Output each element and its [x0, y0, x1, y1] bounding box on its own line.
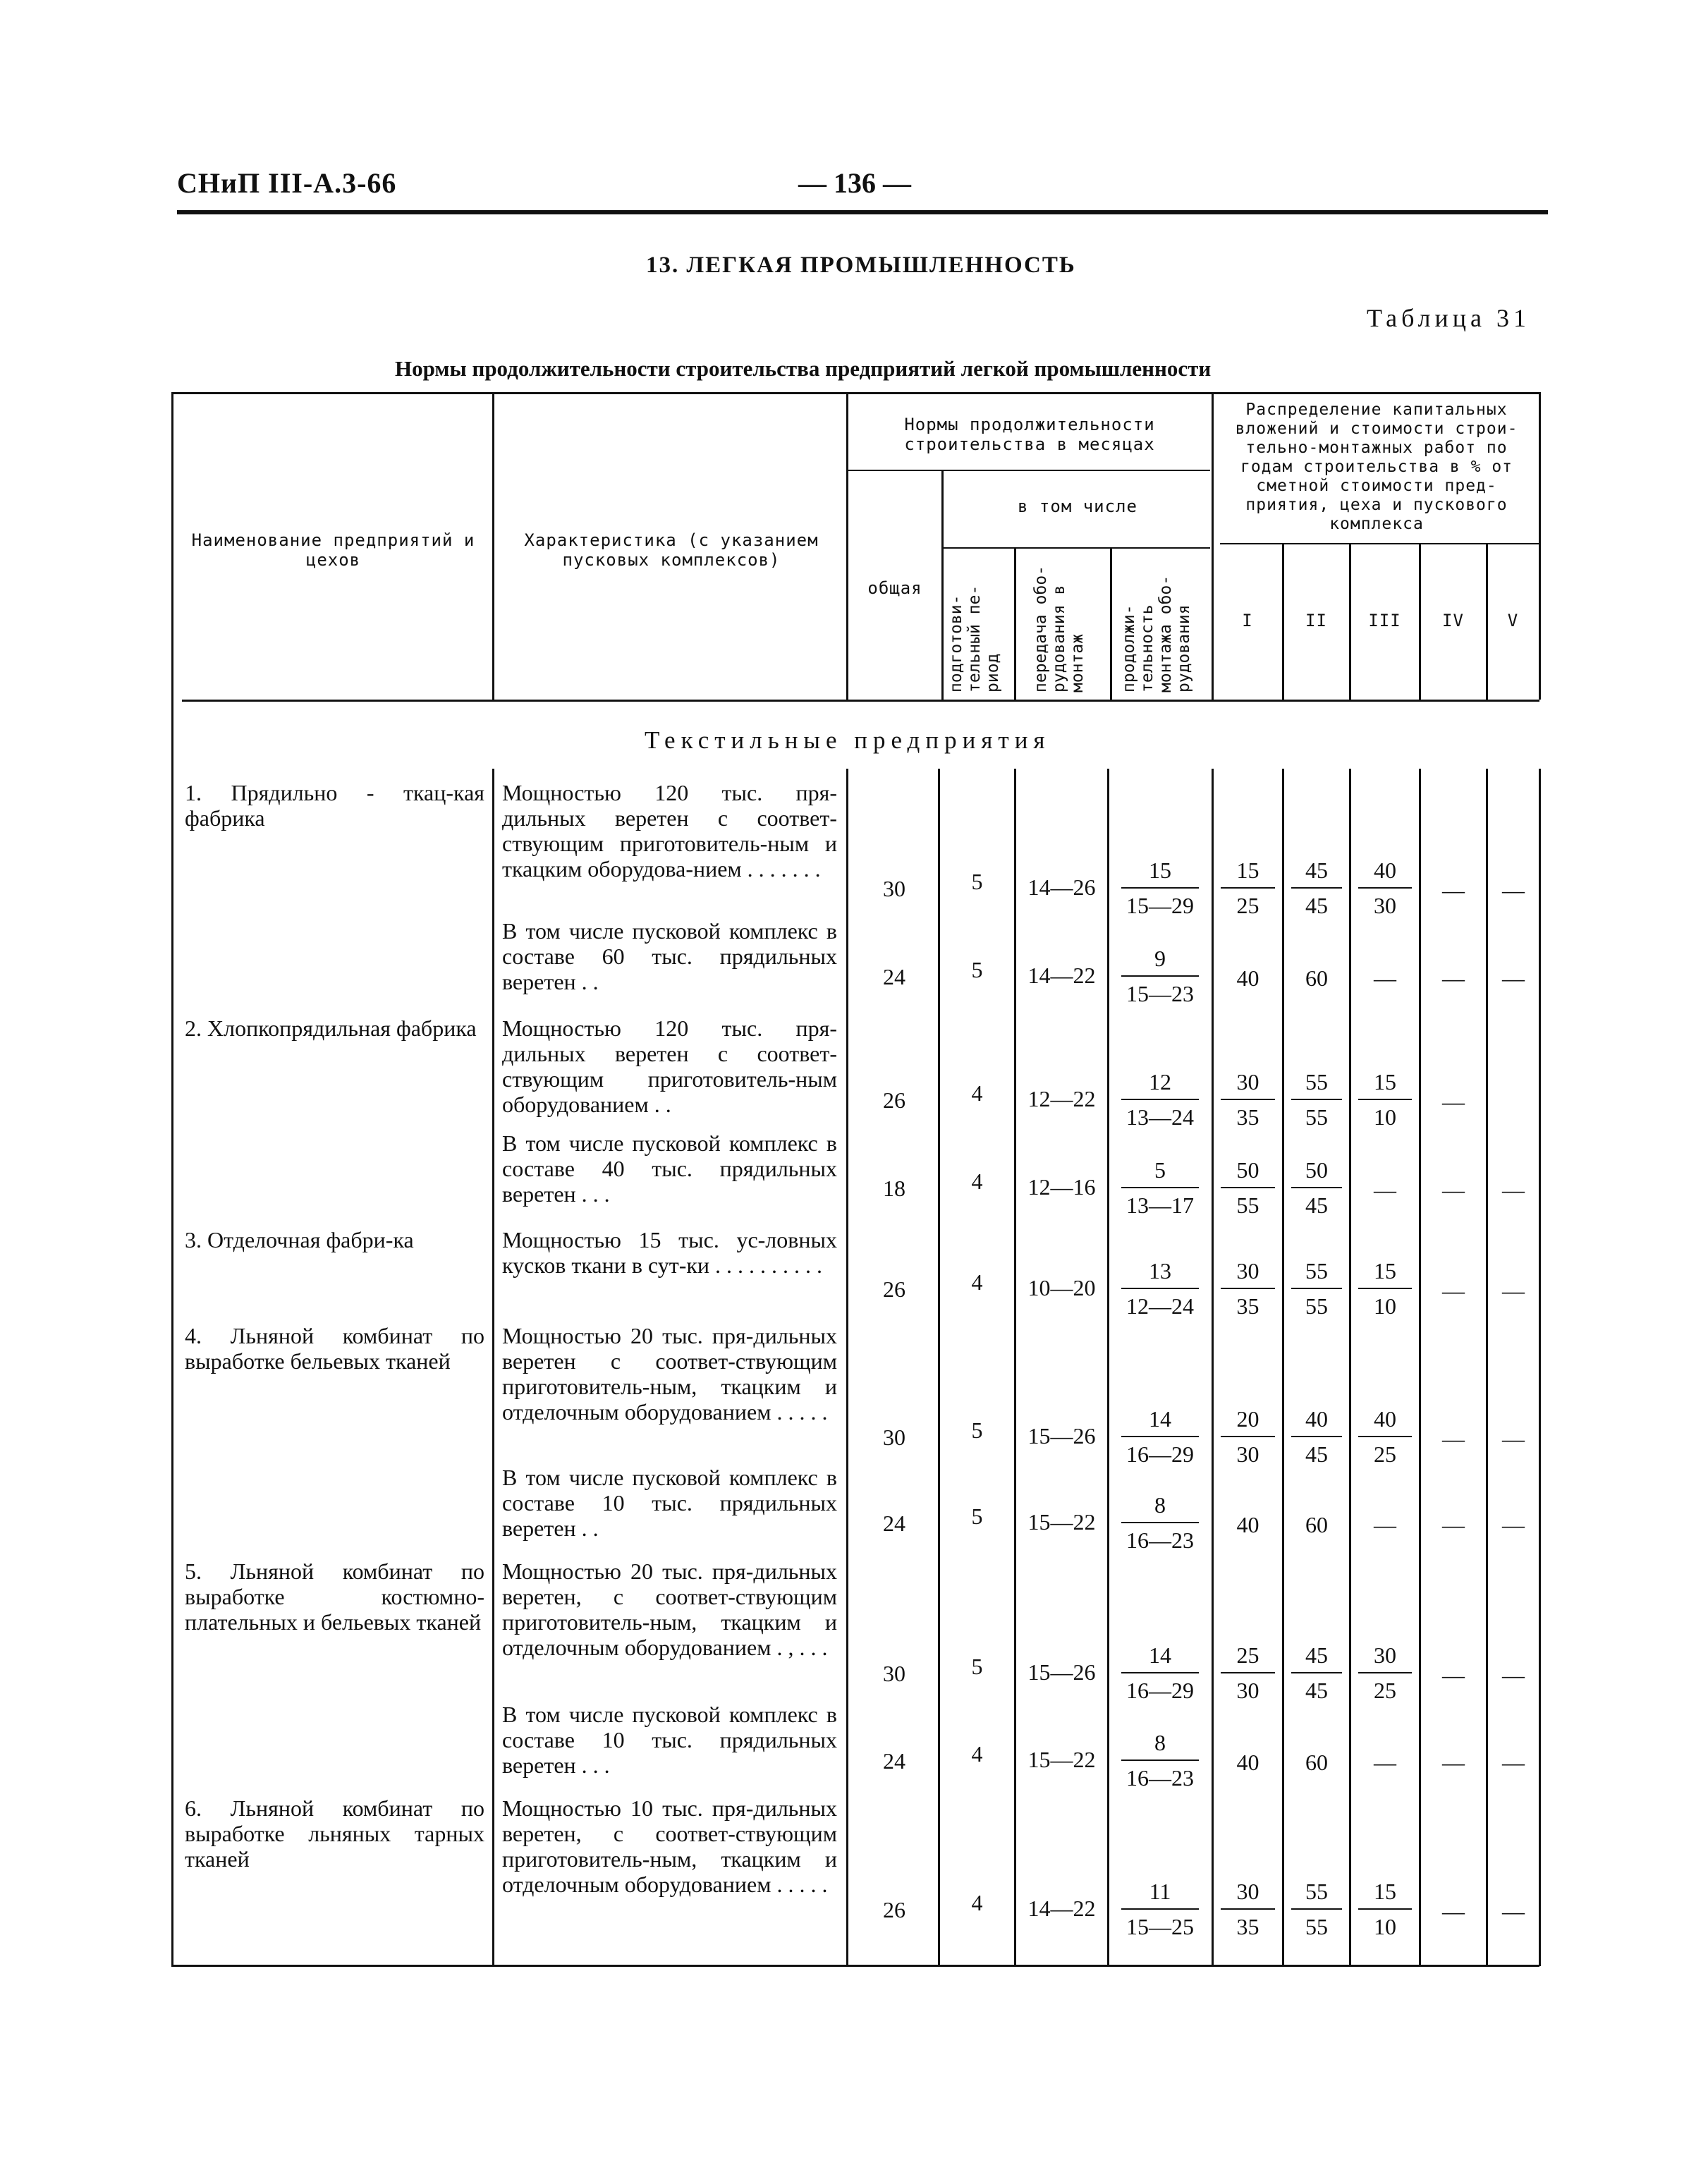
row-year-3-fraction-denominator: 10: [1374, 1914, 1396, 1939]
row-total: 26: [883, 1276, 905, 1302]
row-year-3-fraction: [1351, 1257, 1419, 1320]
table-right-border-b: [1539, 769, 1541, 1966]
row-prep: 5: [971, 1417, 983, 1443]
row-install-fraction-denominator: 16—29: [1126, 1678, 1194, 1703]
row-name: 6. Льняной комбинат по выработке льняных тарных тканей: [185, 1795, 484, 1872]
row-year-1-fraction: [1214, 1877, 1282, 1941]
row-characteristic: В том числе пусковой комплекс в составе 10 тыс. прядильных веретен . . .: [502, 1702, 837, 1778]
row-year-3-fraction-numerator: 15: [1374, 1258, 1396, 1283]
row-install-fraction-bar: [1121, 1672, 1199, 1673]
row-install-fraction-bar: [1121, 1288, 1199, 1289]
row-year-1-fraction-numerator: 50: [1236, 1157, 1259, 1183]
header-characteristic: Характеристика (с указанием пусковых комплексов): [524, 530, 819, 570]
row-year-1-fraction-numerator: 30: [1236, 1069, 1259, 1094]
row-prep: 4: [971, 1741, 983, 1767]
row-year-2: 60: [1305, 965, 1328, 991]
page-number: — 136 —: [798, 167, 911, 199]
row-year-1-fraction-numerator: 20: [1236, 1406, 1259, 1432]
row-prep: 5: [971, 869, 983, 894]
row-year-5: —: [1502, 1898, 1525, 1924]
row-year-2-fraction-numerator: 55: [1305, 1069, 1328, 1094]
row-install-fraction-denominator: 15—29: [1126, 893, 1194, 918]
row-total: 30: [883, 876, 905, 901]
row-year-5: —: [1502, 1662, 1525, 1688]
header-year-5: V: [1507, 611, 1519, 630]
row-year-3-fraction-numerator: 15: [1374, 1069, 1396, 1094]
row-characteristic: В том числе пусковой комплекс в составе 60 тыс. прядильных веретен . .: [502, 918, 837, 994]
row-install-fraction: [1114, 1728, 1206, 1792]
row-year-1-fraction-denominator: 25: [1236, 893, 1259, 918]
row-characteristic: Мощностью 10 тыс. пря-дильных веретен, с соответ-ствующим приготовитель-ным, ткацким и отделочным оборудованием . . . . .: [502, 1795, 837, 1897]
row-total: 30: [883, 1661, 905, 1686]
row-year-3-fraction-bar: [1358, 1908, 1412, 1910]
row-install-fraction-bar: [1121, 1436, 1199, 1437]
row-characteristic: В том числе пусковой комплекс в составе 40 тыс. прядильных веретен . . .: [502, 1130, 837, 1207]
row-year-1-fraction: [1214, 1156, 1282, 1219]
row-year-1-fraction-denominator: 30: [1236, 1678, 1259, 1703]
row-year-1: 40: [1236, 1750, 1259, 1775]
row-year-2-fraction-bar: [1291, 887, 1342, 889]
row-name: 5. Льняной комбинат по выработке костюмно-плательных и бельевых тканей: [185, 1559, 484, 1635]
table-title: Нормы продолжительности строительства предприятий легкой промышленности: [395, 356, 1212, 381]
row-install-fraction-numerator: 8: [1154, 1492, 1166, 1518]
table-top-border: [171, 392, 1539, 394]
row-install-fraction-numerator: 8: [1154, 1730, 1166, 1755]
row-year-1-fraction-denominator: 35: [1236, 1104, 1259, 1130]
row-install-fraction-numerator: 14: [1149, 1642, 1171, 1668]
including-divider: [944, 547, 1210, 549]
row-year-1: 40: [1236, 965, 1259, 991]
row-install-fraction: [1114, 1491, 1206, 1554]
row-year-1-fraction-bar: [1221, 1288, 1275, 1289]
row-install-fraction: [1114, 1405, 1206, 1468]
row-year-1-fraction-bar: [1221, 1672, 1275, 1673]
row-handover: 10—20: [1027, 1275, 1096, 1300]
row-year-2-fraction: [1284, 856, 1349, 920]
row-year-4: —: [1442, 1278, 1465, 1303]
row-year-2-fraction-denominator: 45: [1305, 1441, 1328, 1467]
row-characteristic: Мощностью 120 тыс. пря-дильных веретен с соответ-ствующим приготовитель-ным оборудованием . .: [502, 1016, 837, 1117]
row-year-1-fraction-bar: [1221, 1187, 1275, 1188]
row-characteristic: Мощностью 120 тыс. пря-дильных веретен с соответ-ствующим приготовитель-ным и ткацким оборудова-нием . . . . . . .: [502, 780, 837, 882]
row-total: 18: [883, 1176, 905, 1201]
row-install-fraction-denominator: 16—23: [1126, 1765, 1194, 1791]
row-year-2-fraction-numerator: 50: [1305, 1157, 1328, 1183]
header-including: в том числе: [1018, 496, 1137, 516]
row-year-4: —: [1442, 1512, 1465, 1537]
row-install-fraction: [1114, 944, 1206, 1008]
col-divider-10b: [1486, 769, 1488, 1966]
row-install-fraction: [1114, 1156, 1206, 1219]
row-install-fraction-bar: [1121, 1187, 1199, 1188]
row-year-1-fraction-denominator: 55: [1236, 1193, 1259, 1218]
header-distribution-group: Распределение капитальных вложений и стоимости строи-тельно-монтажных работ по годам строительства в % от сметной стоимости пред-приятия, цеха и пускового комплекса: [1235, 401, 1518, 533]
row-total: 26: [883, 1897, 905, 1922]
row-year-1-fraction: [1214, 1405, 1282, 1468]
row-year-2: 60: [1305, 1750, 1328, 1775]
row-prep: 4: [971, 1269, 983, 1295]
row-total: 24: [883, 1511, 905, 1536]
row-install-fraction-denominator: 16—23: [1126, 1527, 1194, 1553]
row-name: 2. Хлопкопрядильная фабрика: [185, 1016, 477, 1041]
row-year-2-fraction-bar: [1291, 1436, 1342, 1437]
row-install-fraction-bar: [1121, 1522, 1199, 1523]
row-characteristic: Мощностью 15 тыс. ус-ловных кусков ткани в сут-ки . . . . . . . . . .: [502, 1227, 837, 1278]
row-install-fraction-bar: [1121, 887, 1199, 889]
row-prep: 5: [971, 957, 983, 982]
row-install-fraction-numerator: 5: [1154, 1157, 1166, 1183]
row-year-3-fraction-bar: [1358, 1672, 1412, 1673]
row-year-5: —: [1502, 1512, 1525, 1537]
row-year-3: —: [1374, 1512, 1396, 1537]
row-year-3-fraction-denominator: 25: [1374, 1678, 1396, 1703]
row-year-3: —: [1374, 1750, 1396, 1775]
col-divider-7b: [1282, 769, 1284, 1966]
header-norms-group: Нормы продолжительности строительства в месяцах: [904, 415, 1155, 454]
row-year-3-fraction: [1351, 856, 1419, 920]
header-bottom-border: [182, 700, 1539, 702]
distribution-divider: [1220, 543, 1540, 544]
table-label: Таблица 31: [1367, 304, 1530, 332]
row-year-4: —: [1442, 965, 1465, 991]
row-prep: 5: [971, 1654, 983, 1679]
col-divider-3h: [941, 471, 944, 700]
row-year-1-fraction-bar: [1221, 1436, 1275, 1437]
row-total: 24: [883, 964, 905, 989]
header-year-3: III: [1368, 611, 1401, 630]
col-divider-2h: [846, 392, 848, 700]
row-year-4: —: [1442, 877, 1465, 903]
row-handover: 15—26: [1027, 1659, 1096, 1685]
row-year-3-fraction: [1351, 1877, 1419, 1941]
row-year-1-fraction: [1214, 1257, 1282, 1320]
header-year-2: II: [1305, 611, 1327, 630]
table-bottom-border: [171, 1965, 1539, 1967]
norms-group-divider: [846, 470, 1210, 471]
row-install-fraction-numerator: 14: [1149, 1406, 1171, 1432]
row-handover: 12—16: [1027, 1174, 1096, 1200]
row-name: 1. Прядильно - ткац-кая фабрика: [185, 780, 484, 831]
row-year-2-fraction-denominator: 55: [1305, 1104, 1328, 1130]
row-year-4: —: [1442, 1898, 1465, 1924]
row-total: 30: [883, 1425, 905, 1450]
row-install-fraction-denominator: 16—29: [1126, 1441, 1194, 1467]
row-year-1-fraction-bar: [1221, 1908, 1275, 1910]
document-code: СНиП III-А.3-66: [177, 167, 397, 199]
col-divider-5h: [1110, 547, 1112, 700]
row-year-3-fraction-numerator: 30: [1374, 1642, 1396, 1668]
section-title: 13. ЛЕГКАЯ ПРОМЫШЛЕННОСТЬ: [646, 252, 1076, 278]
row-year-2-fraction-numerator: 55: [1305, 1258, 1328, 1283]
row-prep: 4: [971, 1890, 983, 1915]
row-handover: 15—26: [1027, 1423, 1096, 1449]
header-install: продолжи-тельность монтажа обо-рудования: [1120, 575, 1193, 693]
row-year-1-fraction-numerator: 15: [1236, 858, 1259, 883]
row-year-1-fraction-numerator: 25: [1236, 1642, 1259, 1668]
row-handover: 12—22: [1027, 1086, 1096, 1111]
row-year-3-fraction-bar: [1358, 1436, 1412, 1437]
row-year-2-fraction-bar: [1291, 1099, 1342, 1100]
row-install-fraction-denominator: 13—24: [1126, 1104, 1194, 1130]
row-year-1-fraction-bar: [1221, 887, 1275, 889]
col-divider-5b: [1107, 769, 1109, 1966]
row-year-2-fraction-numerator: 45: [1305, 858, 1328, 883]
row-year-3-fraction-bar: [1358, 887, 1412, 889]
row-year-2-fraction-bar: [1291, 1187, 1342, 1188]
row-year-1-fraction: [1214, 1068, 1282, 1131]
row-year-3-fraction-numerator: 40: [1374, 1406, 1396, 1432]
row-year-2-fraction: [1284, 1257, 1349, 1320]
row-characteristic: Мощностью 20 тыс. пря-дильных веретен с соответ-ствующим приготовитель-ным, ткацким и отделочным оборудованием . . . . .: [502, 1323, 837, 1425]
row-year-5: —: [1502, 1750, 1525, 1775]
row-year-3-fraction: [1351, 1068, 1419, 1131]
row-year-2: 60: [1305, 1512, 1328, 1537]
row-year-5: —: [1502, 1177, 1525, 1202]
row-prep: 4: [971, 1080, 983, 1106]
row-year-1: 40: [1236, 1512, 1259, 1537]
row-year-3: —: [1374, 965, 1396, 991]
row-year-3-fraction-denominator: 10: [1374, 1293, 1396, 1319]
row-year-2-fraction: [1284, 1877, 1349, 1941]
row-total: 24: [883, 1748, 905, 1774]
row-year-4: —: [1442, 1750, 1465, 1775]
row-year-1-fraction-numerator: 30: [1236, 1879, 1259, 1904]
row-install-fraction-numerator: 13: [1149, 1258, 1171, 1283]
row-year-1-fraction-numerator: 30: [1236, 1258, 1259, 1283]
col-divider-4h: [1014, 547, 1016, 700]
row-year-4: —: [1442, 1089, 1465, 1114]
col-divider-6h: [1212, 392, 1214, 700]
row-characteristic: Мощностью 20 тыс. пря-дильных веретен, с соответ-ствующим приготовитель-ным, ткацким и отделочным оборудованием . , . . .: [502, 1559, 837, 1660]
col-divider-9b: [1419, 769, 1421, 1966]
table-left-border: [171, 392, 173, 1966]
col-divider-6b: [1212, 769, 1214, 1966]
row-handover: 15—22: [1027, 1509, 1096, 1535]
row-year-3-fraction-numerator: 15: [1374, 1879, 1396, 1904]
row-install-fraction-denominator: 15—23: [1126, 981, 1194, 1006]
row-handover: 14—26: [1027, 874, 1096, 900]
header-name: Наименование предприятий и цехов: [191, 530, 475, 570]
header-handover: передача обо-рудования в монтаж: [1032, 565, 1087, 693]
row-year-1-fraction: [1214, 1641, 1282, 1704]
header-rule: [177, 210, 1548, 214]
row-install-fraction: [1114, 856, 1206, 920]
row-year-3-fraction-denominator: 25: [1374, 1441, 1396, 1467]
col-divider-2b: [846, 769, 848, 1966]
row-install-fraction-numerator: 12: [1149, 1069, 1171, 1094]
row-year-3-fraction-numerator: 40: [1374, 858, 1396, 883]
row-install-fraction-bar: [1121, 1099, 1199, 1100]
row-year-2-fraction-denominator: 55: [1305, 1293, 1328, 1319]
row-year-2-fraction-bar: [1291, 1908, 1342, 1910]
header-prep: подготови-тельный пе-риод: [947, 585, 1002, 693]
row-install-fraction: [1114, 1068, 1206, 1131]
row-year-3-fraction-bar: [1358, 1099, 1412, 1100]
row-year-2-fraction-bar: [1291, 1672, 1342, 1673]
row-year-3-fraction-denominator: 30: [1374, 893, 1396, 918]
row-year-2-fraction-denominator: 45: [1305, 893, 1328, 918]
row-year-5: —: [1502, 1426, 1525, 1451]
row-install-fraction: [1114, 1641, 1206, 1704]
header-year-4: IV: [1442, 611, 1464, 630]
row-install-fraction-bar: [1121, 1760, 1199, 1761]
row-install-fraction: [1114, 1257, 1206, 1320]
row-year-2-fraction-numerator: 55: [1305, 1879, 1328, 1904]
row-year-1-fraction-denominator: 30: [1236, 1441, 1259, 1467]
row-year-3-fraction-denominator: 10: [1374, 1104, 1396, 1130]
row-install-fraction-numerator: 15: [1149, 858, 1171, 883]
row-year-2-fraction-numerator: 45: [1305, 1642, 1328, 1668]
row-install-fraction-bar: [1121, 1908, 1199, 1910]
row-year-1-fraction-denominator: 35: [1236, 1293, 1259, 1319]
row-total: 26: [883, 1087, 905, 1113]
row-year-2-fraction: [1284, 1641, 1349, 1704]
subheading-textile: Текстильные предприятия: [645, 726, 1051, 754]
row-year-2-fraction-denominator: 45: [1305, 1678, 1328, 1703]
row-characteristic: В том числе пусковой комплекс в составе 10 тыс. прядильных веретен . .: [502, 1465, 837, 1541]
row-year-2-fraction-numerator: 40: [1305, 1406, 1328, 1432]
row-year-2-fraction-bar: [1291, 1288, 1342, 1289]
row-install-fraction-denominator: 13—17: [1126, 1193, 1194, 1218]
row-year-5: —: [1502, 877, 1525, 903]
row-name: 4. Льняной комбинат по выработке бельевых тканей: [185, 1323, 484, 1374]
row-year-1-fraction: [1214, 856, 1282, 920]
row-prep: 4: [971, 1169, 983, 1194]
row-year-2-fraction-denominator: 45: [1305, 1193, 1328, 1218]
row-year-4: —: [1442, 1426, 1465, 1451]
row-year-2-fraction-denominator: 55: [1305, 1914, 1328, 1939]
row-year-3-fraction: [1351, 1405, 1419, 1468]
row-install-fraction: [1114, 1877, 1206, 1941]
row-year-5: —: [1502, 1278, 1525, 1303]
col-divider-1b: [492, 769, 494, 1966]
col-divider-4b: [1014, 769, 1016, 1966]
row-year-4: —: [1442, 1177, 1465, 1202]
row-handover: 14—22: [1027, 963, 1096, 988]
row-install-fraction-bar: [1121, 975, 1199, 977]
row-year-4: —: [1442, 1662, 1465, 1688]
row-year-2-fraction: [1284, 1068, 1349, 1131]
row-install-fraction-numerator: 11: [1149, 1879, 1171, 1904]
row-year-2-fraction: [1284, 1405, 1349, 1468]
table-right-border-h: [1539, 392, 1541, 700]
row-year-3-fraction: [1351, 1641, 1419, 1704]
row-install-fraction-numerator: 9: [1154, 946, 1166, 971]
row-year-1-fraction-denominator: 35: [1236, 1914, 1259, 1939]
row-name: 3. Отделочная фабри-ка: [185, 1227, 414, 1252]
row-prep: 5: [971, 1504, 983, 1529]
header-year-1: I: [1242, 611, 1253, 630]
col-divider-8b: [1349, 769, 1351, 1966]
row-handover: 15—22: [1027, 1747, 1096, 1772]
row-handover: 14—22: [1027, 1896, 1096, 1921]
row-year-2-fraction: [1284, 1156, 1349, 1219]
row-install-fraction-denominator: 15—25: [1126, 1914, 1194, 1939]
row-year-1-fraction-bar: [1221, 1099, 1275, 1100]
row-year-3-fraction-bar: [1358, 1288, 1412, 1289]
row-year-5: —: [1502, 965, 1525, 991]
row-install-fraction-denominator: 12—24: [1126, 1293, 1194, 1319]
col-divider-3b: [938, 769, 940, 1966]
header-total: общая: [867, 578, 922, 598]
col-divider-1h: [492, 392, 494, 700]
row-year-3: —: [1374, 1177, 1396, 1202]
